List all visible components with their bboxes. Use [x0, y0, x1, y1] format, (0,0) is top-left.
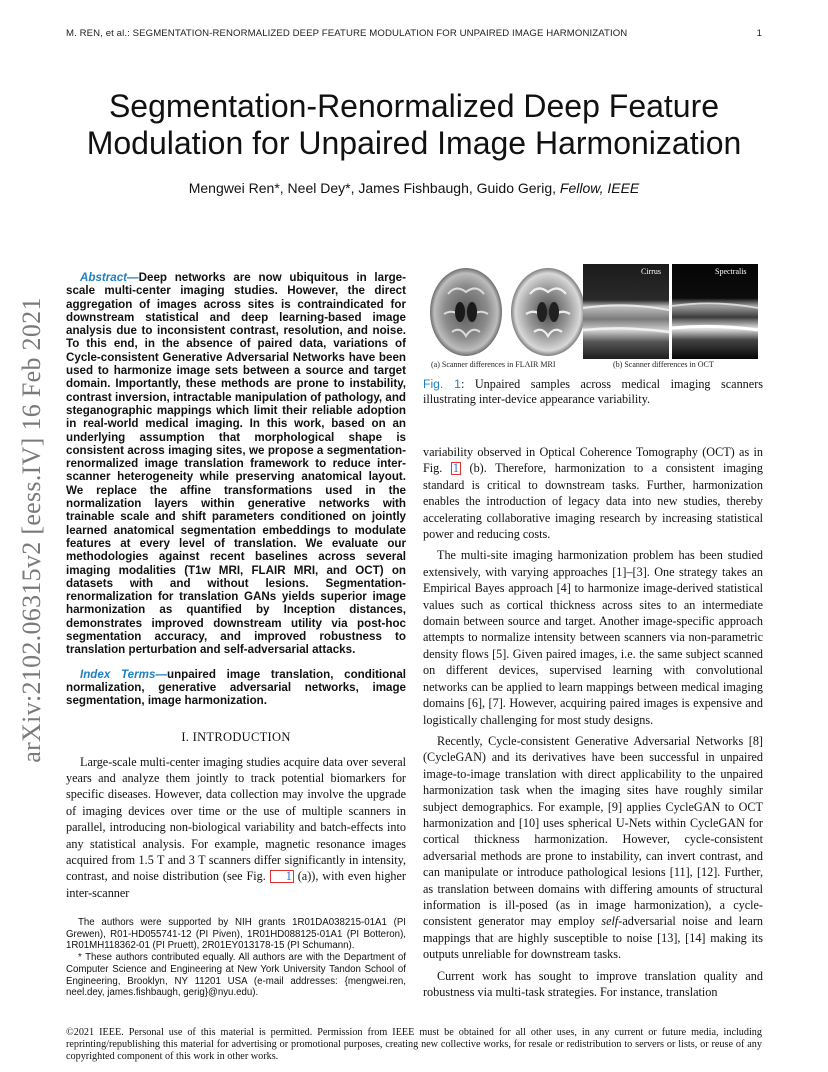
running-head-title: M. REN, et al.: SEGMENTATION-RENORMALIZED DEEP FEATURE MODULATION FOR UNPAIRED IMAGE HARMONIZATION — [66, 28, 628, 39]
figure-caption-label: Fig. 1 — [423, 377, 461, 391]
figure-1 — [423, 264, 763, 374]
abstract-lead: Abstract— — [80, 271, 139, 284]
figure-caption — [423, 377, 763, 407]
arxiv-stamp — [14, 290, 50, 770]
author-fellow: Fellow, IEEE — [559, 180, 640, 196]
footnotes — [66, 917, 406, 999]
index-terms-lead: Index Terms— — [80, 667, 167, 681]
label-3t: 3T — [570, 267, 579, 276]
copyright-notice: ©2021 IEEE. Personal use of this material is permitted. Permission from IEEE must be obtained for all other uses, in any current or future media, including reprinting/republishing this material for advertising or promotional purposes, creating new collective works, for resale or redistribution to servers or lists, or reuse of any copyrighted component of this work in other works. — [66, 1027, 762, 1062]
intro-paragraph-1 — [66, 754, 406, 902]
figure-link[interactable]: 1 — [452, 461, 459, 476]
intro-p1-text-a: Large-scale multi-center imaging studies acquire data over several years and analyze them jointly to track potential biomarkers for specific diseases. However, data collection may involve the upgrade of imaging devices over time or the use of multiple scanners in parallel, introducing non-biological variability and batch-effects into any statistical analysis. For example, magnetic resonance images acquired from 1.5 T and 3 T scanners differ significantly in intensity, contrast, and noise distribution (see Fig. — [66, 754, 406, 884]
right-column — [423, 444, 763, 1000]
abstract-text: Deep networks are now ubiquitous in large-scale multi-center imaging studies. However, the direct aggregation of images across sites is contraindicated for downstream statistical and deep learning-based image analysis due to inconsistent contrast, resolution, and noise. To this end, in the absence of paired data, variations of Cycle-consistent Generative Adversarial Networks have been used to harmonize image sets between a source and target domain. Importantly, these methods are prone to instability, contrast inversion, intractable manipulation of pathology, and steganographic mappings which limit their reliable adoption in real-world medical imaging. In this work, based on an underlying assumption that morphological shape is consistent across imaging sites, we propose a segmentation-renormalized image translation framework to reduce inter-scanner heterogeneity while preserving anatomical layout. We replace the affine transformations used in the normalization layers within generative networks with trainable scale and shift parameters conditioned on jointly learned anatomical segmentation embeddings to modulate features at every level of translation. We evaluate our methodologies against recent baselines across several imaging modalities (T1w MRI, FLAIR MRI, and OCT) on datasets with and without lesions. Segmentation-renormalization for translation GANs yields superior image harmonization as quantified by Inception distances, demonstrates improved downstream utility via post-hoc segmentation accuracy, and improved robustness to translation perturbation and self-adversarial attacks. — [66, 271, 406, 657]
intro-paragraph-4: Current work has sought to improve translation quality and robustness via multi-task strategies. For instance, translation — [423, 968, 763, 999]
oct-retina-image — [583, 264, 758, 359]
label-cirrus: Cirrus — [641, 267, 661, 276]
section-number: I. — [181, 729, 190, 744]
author-list — [66, 180, 762, 196]
figure-panel-oct — [583, 264, 758, 359]
arxiv-stamp-text: arXiv:2102.06315v2 [eess.IV] 16 Feb 2021 — [17, 297, 46, 763]
mri-brain-image — [426, 264, 589, 359]
left-column — [66, 271, 406, 901]
author-names: Mengwei Ren*, Neel Dey*, James Fishbaugh, Guido Gerig, — [188, 180, 560, 196]
intro-p3-text-b: -adversarial noise and learn mappings that are highly susceptible to noise [13], [14] making its outputs unreliable for downstream tasks. — [423, 914, 764, 962]
intro-p1-cont-b: (b). Therefore, harmonization to a consistent imaging standard is critical to downstream tasks. Further, harmonization enables the introduction of legacy data into new studies, thereby accelerating collaborative imaging research by increasing statistical power and reducing costs. — [423, 461, 763, 542]
figure-caption-text: : Unpaired samples across medical imaging scanners illustrating inter-device appearance variability. — [423, 377, 763, 406]
label-spectralis: Spectralis — [715, 267, 747, 276]
running-head — [66, 28, 762, 39]
intro-paragraph-1-cont — [423, 444, 763, 542]
label-1-5t: 1.5T — [490, 267, 505, 276]
index-terms — [66, 668, 406, 708]
section-heading — [66, 730, 406, 745]
intro-p1-text-b: (a)), with even higher inter-scanner — [66, 869, 406, 900]
figure-link[interactable]: 1 — [270, 870, 294, 883]
footnote-funding: The authors were supported by NIH grants 1R01DA038215-01A1 (PI Grewen), R01-HD055741-12 (PI Piven), 1R01HD088125-01A1 (PI Botteron), 1R01MH118362-01 (PI Pruett), 2R01EY013178-15 (PI Schumann). — [66, 917, 406, 952]
intro-p3-emphasis: self — [601, 914, 619, 929]
figure-sublabel-a: (a) Scanner differences in FLAIR MRI — [431, 360, 556, 369]
intro-paragraph-3 — [423, 733, 763, 963]
figure-panel-mri — [426, 264, 589, 359]
intro-p1-cont-a: variability observed in Optical Coherence Tomography (OCT) as in Fig. — [423, 445, 763, 476]
index-terms-text: unpaired image translation, conditional normalization, generative adversarial networks, image segmentation, image harmonization. — [66, 667, 406, 708]
intro-paragraph-2: The multi-site imaging harmonization problem has been studied extensively, with varying approaches [1]–[3]. One strategy takes an Empirical Bayes approach [4] to harmonize image-derived statistical values such as cortical thickness across sites to an intermediate domain between source and target. Another image-specific approach attempts to normalize intensity between scanners via non-parametric density flows [5]. Given paired images, i.e. the same subject scanned on different devices, supervised learning with convolutional networks can be applied to learn mappings between medical imaging domains [6], [7]. However, acquiring paired images is expensive and logistically challenging for most study designs. — [423, 548, 763, 727]
abstract — [66, 271, 406, 657]
page-number: 1 — [756, 28, 762, 39]
section-title: INTRODUCTION — [192, 729, 291, 744]
figure-sublabel-b: (b) Scanner differences in OCT — [613, 360, 714, 369]
intro-p3-text-a: Recently, Cycle-consistent Generative Adversarial Networks [8] (CycleGAN) and its derivatives have been successful in unpaired image-to-image translation with direct applicability to the unpaired harmonization task when the imaging sites have roughly similar subject demographics. For example, [9] applies CycleGAN to OCT harmonization and [10] uses spherical U-Nets within CycleGAN for cortical thickness harmonization. However, cycle-consistent adversarial methods are prone to instability, can invert contrast, and can manipulate or introduce pathological lesions [11], [12]. Further, as translation between domains with differing amounts of structural information is ill-posed (as in image harmonization), a cycle-consistent generator may employ — [423, 733, 763, 929]
paper-title: Segmentation-Renormalized Deep Feature Modulation for Unpaired Image Harmonization — [86, 88, 742, 161]
footnote-affiliations: * These authors contributed equally. All authors are with the Department of Computer Science and Engineering at New York University Tandon School of Engineering, Brooklyn, NY 11201 USA (e-mail addresses: {mengwei.ren, neel.dey, james.fishbaugh, gerig}@nyu.edu). — [66, 952, 406, 999]
